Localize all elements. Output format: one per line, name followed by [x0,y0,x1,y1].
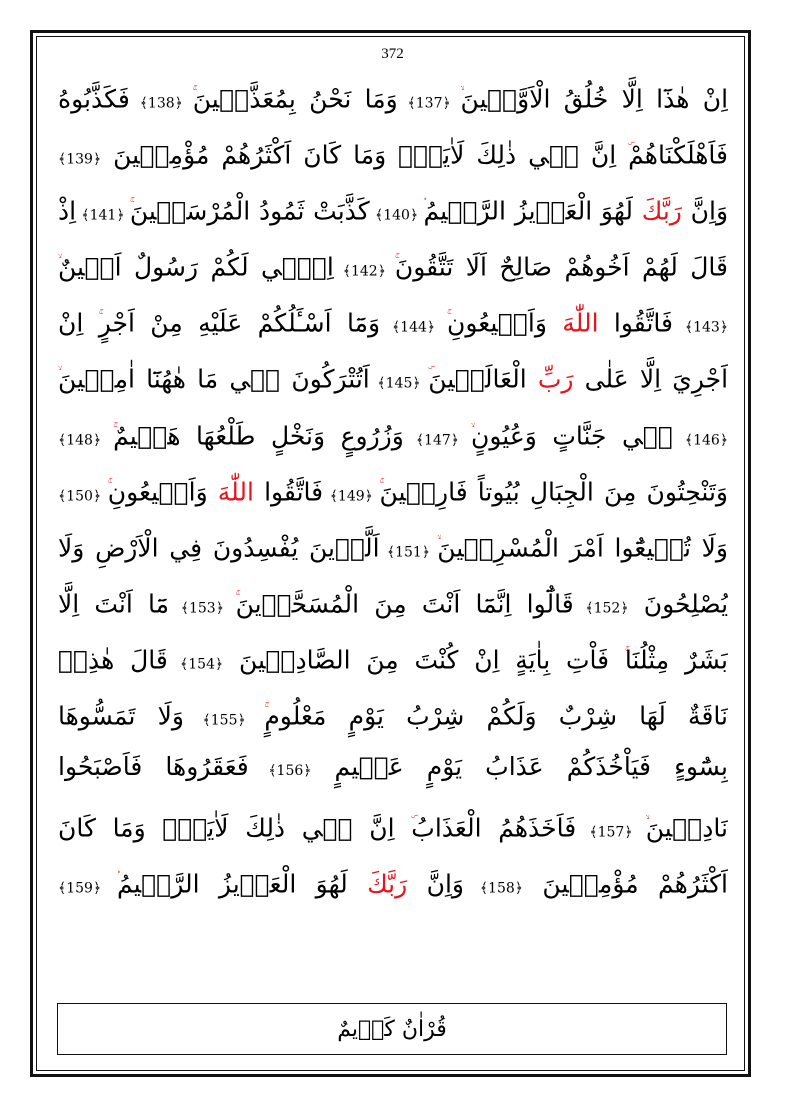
text-segment: قَالَ لَهُمْ اَخُوهُمْ صَالِحٌ اَلَا تَتَّقُونَ [394,252,728,282]
verse-number: ﴿146﴾ [672,431,728,448]
verse-number: ﴿154﴾ [167,656,224,673]
text-segment: وَلَا تَمَسُّوهَا [58,701,184,731]
text-segment: بِسُٓوءٍ فَيَاْخُذَكُمْ عَذَابُ يَوْمٍ عَظ۪يمٍ [311,752,728,782]
text-line [58,683,728,739]
text-segment: وَتَنْحِتُونَ مِنَ الْجِبَالِ بُيُوتاً فَارِه۪ينَ [379,476,728,506]
text-line [58,459,728,515]
text-segment: لَهُوَ الْعَز۪يزُ الرَّح۪يمُ [117,869,368,899]
verse-number: ﴿144﴾ [380,319,447,336]
text-segment: اِنَّ ف۪ي ذٰلِكَ لَاٰيَةًۜ وَمَا كَانَ اَكْثَرُهُمْ مُؤْمِن۪ينَ [101,140,629,170]
text-segment: اَكْثَرُهُمْ مُؤْمِن۪ينَ [522,869,728,899]
text-line [58,122,728,178]
verse-number: ﴿156﴾ [248,763,312,780]
verse-number: ﴿150﴾ [58,487,108,504]
text-segment: الْعَالَم۪ينَ [428,364,538,394]
text-segment: وَاِنَّ [407,869,464,899]
text-segment: قَالَ هٰذِه۪ [58,645,168,675]
verse-number: ﴿140﴾ [369,207,424,224]
text-segment: مَٓا اَنْتَ اِلَّا [58,589,170,619]
text-segment: اِنَّ ف۪ي ذٰلِكَ لَاٰيَةًۜ وَمَا كَانَ [58,813,412,843]
verse-number: ﴿145﴾ [369,375,429,392]
text-line [58,346,728,402]
text-line [58,739,728,795]
divine-name-highlight: اللّٰهَ [217,476,254,506]
text-segment: اَجْرِيَ اِلَّا عَلٰى [573,364,728,394]
text-segment: وَزُرُوعٍ وَنَخْلٍ طَلْعُهَا هَض۪يمٌ [113,420,404,450]
text-segment: فَاتَّقُوا [253,476,324,506]
footer-box [57,1003,727,1055]
text-segment: اَلَّذ۪ينَ يُفْسِدُونَ فِي الْاَرْضِ وَلَا [58,533,380,563]
text-segment: نَادِم۪ينَ [645,813,728,843]
verse-number: ﴿152﴾ [573,600,629,617]
verse-number: ﴿153﴾ [169,600,236,617]
verse-number: ﴿148﴾ [58,431,114,448]
text-segment: اِنْ [58,308,99,338]
text-segment: نَاقَةٌ لَهَا شِرْبٌ وَلَكُمْ شِرْبُ يَوْمٍ مَعْلُومٍ [264,701,728,731]
page-number: 372 [381,46,404,62]
text-segment: فَاْتِ بِاٰيَةٍ اِنْ كُنْتَ مِنَ الصَّادِق۪ينَ [223,645,625,675]
text-segment: وَاَط۪يعُونِ [447,308,563,338]
text-segment: اَتُتْرَكُونَ ف۪ي مَا هٰهُنَٓا اٰمِن۪ينَ [58,364,370,394]
divine-name-highlight: رَبَّكَ [367,869,408,899]
verse-number: ﴿139﴾ [58,151,102,168]
text-segment: ف۪ي جَنَّاتٍ وَعُيُونٍ [471,420,673,450]
text-line [58,290,728,346]
verse-number: ﴿149﴾ [323,487,380,504]
verse-number: ﴿137﴾ [397,95,461,112]
text-line [58,851,728,907]
text-line [58,403,728,459]
verse-number: ﴿158﴾ [463,880,523,897]
text-line [58,178,728,234]
text-segment: بَشَرٌ مِثْلُنَا [624,645,728,675]
text-segment: وَلَا تُط۪يعُٓوا اَمْرَ الْمُسْرِف۪ينَ [437,533,728,563]
verse-number: ﴿142﴾ [333,263,395,280]
text-segment: قَالُٓوا اِنَّمَٓا اَنْتَ مِنَ الْمُسَحَّر۪ينَ [235,589,574,619]
text-segment: وَمَٓا اَسْـَٔلُكُمْ عَلَيْهِ مِنْ اَجْرٍ [98,308,381,338]
verse-number: ﴿151﴾ [379,544,438,561]
text-segment: فَاَهْلَكْنَاهُمْ [628,140,728,170]
text-line [58,234,728,290]
text-segment: كَذَّبَتْ ثَمُودُ الْمُرْسَل۪ينَ [129,196,370,226]
text-line [58,66,728,122]
text-segment: اِذْ [58,196,77,226]
verse-number: ﴿138﴾ [129,95,193,112]
text-segment: يُصْلِحُونَ [628,589,728,619]
text-line [58,571,728,627]
text-segment: وَمَا نَحْنُ بِمُعَذَّب۪ينَ [192,84,398,114]
text-line [58,627,728,683]
divine-name-highlight: رَبِّ [537,364,574,394]
divine-name-highlight: اللّٰهَ [562,308,599,338]
text-line [58,515,728,571]
verse-number: ﴿159﴾ [58,880,118,897]
verse-number: ﴿141﴾ [76,207,130,224]
text-segment: فَاَخَذَهُمُ الْعَذَابُ [411,813,577,843]
footer-title: قُرْاٰنٌ كَر۪يمٌ [337,1016,447,1042]
text-segment: اِنْ هٰذَٓا اِلَّا خُلُقُ الْاَوَّل۪ينَ [460,84,728,114]
text-segment: فَكَذَّبُوهُ [58,84,130,114]
text-line [58,795,728,851]
text-segment: فَاتَّقُوا [598,308,673,338]
text-segment: اِنّ۪ي لَكُمْ رَسُولٌ اَم۪ينٌ [58,252,334,282]
verse-number: ﴿147﴾ [403,431,471,448]
text-segment: لَهُوَ الْعَز۪يزُ الرَّح۪يمُ [423,196,642,226]
divine-name-highlight: رَبَّكَ [641,196,682,226]
verse-number: ﴿155﴾ [183,712,265,729]
text-segment: وَاَط۪يعُونِ [107,476,218,506]
quran-text-block [58,66,728,907]
verse-number: ﴿157﴾ [576,824,646,841]
verse-number: ﴿143﴾ [672,319,728,336]
text-segment: فَعَقَرُوهَا فَاَصْبَحُوا [58,752,249,782]
text-segment: وَاِنَّ [681,196,728,226]
